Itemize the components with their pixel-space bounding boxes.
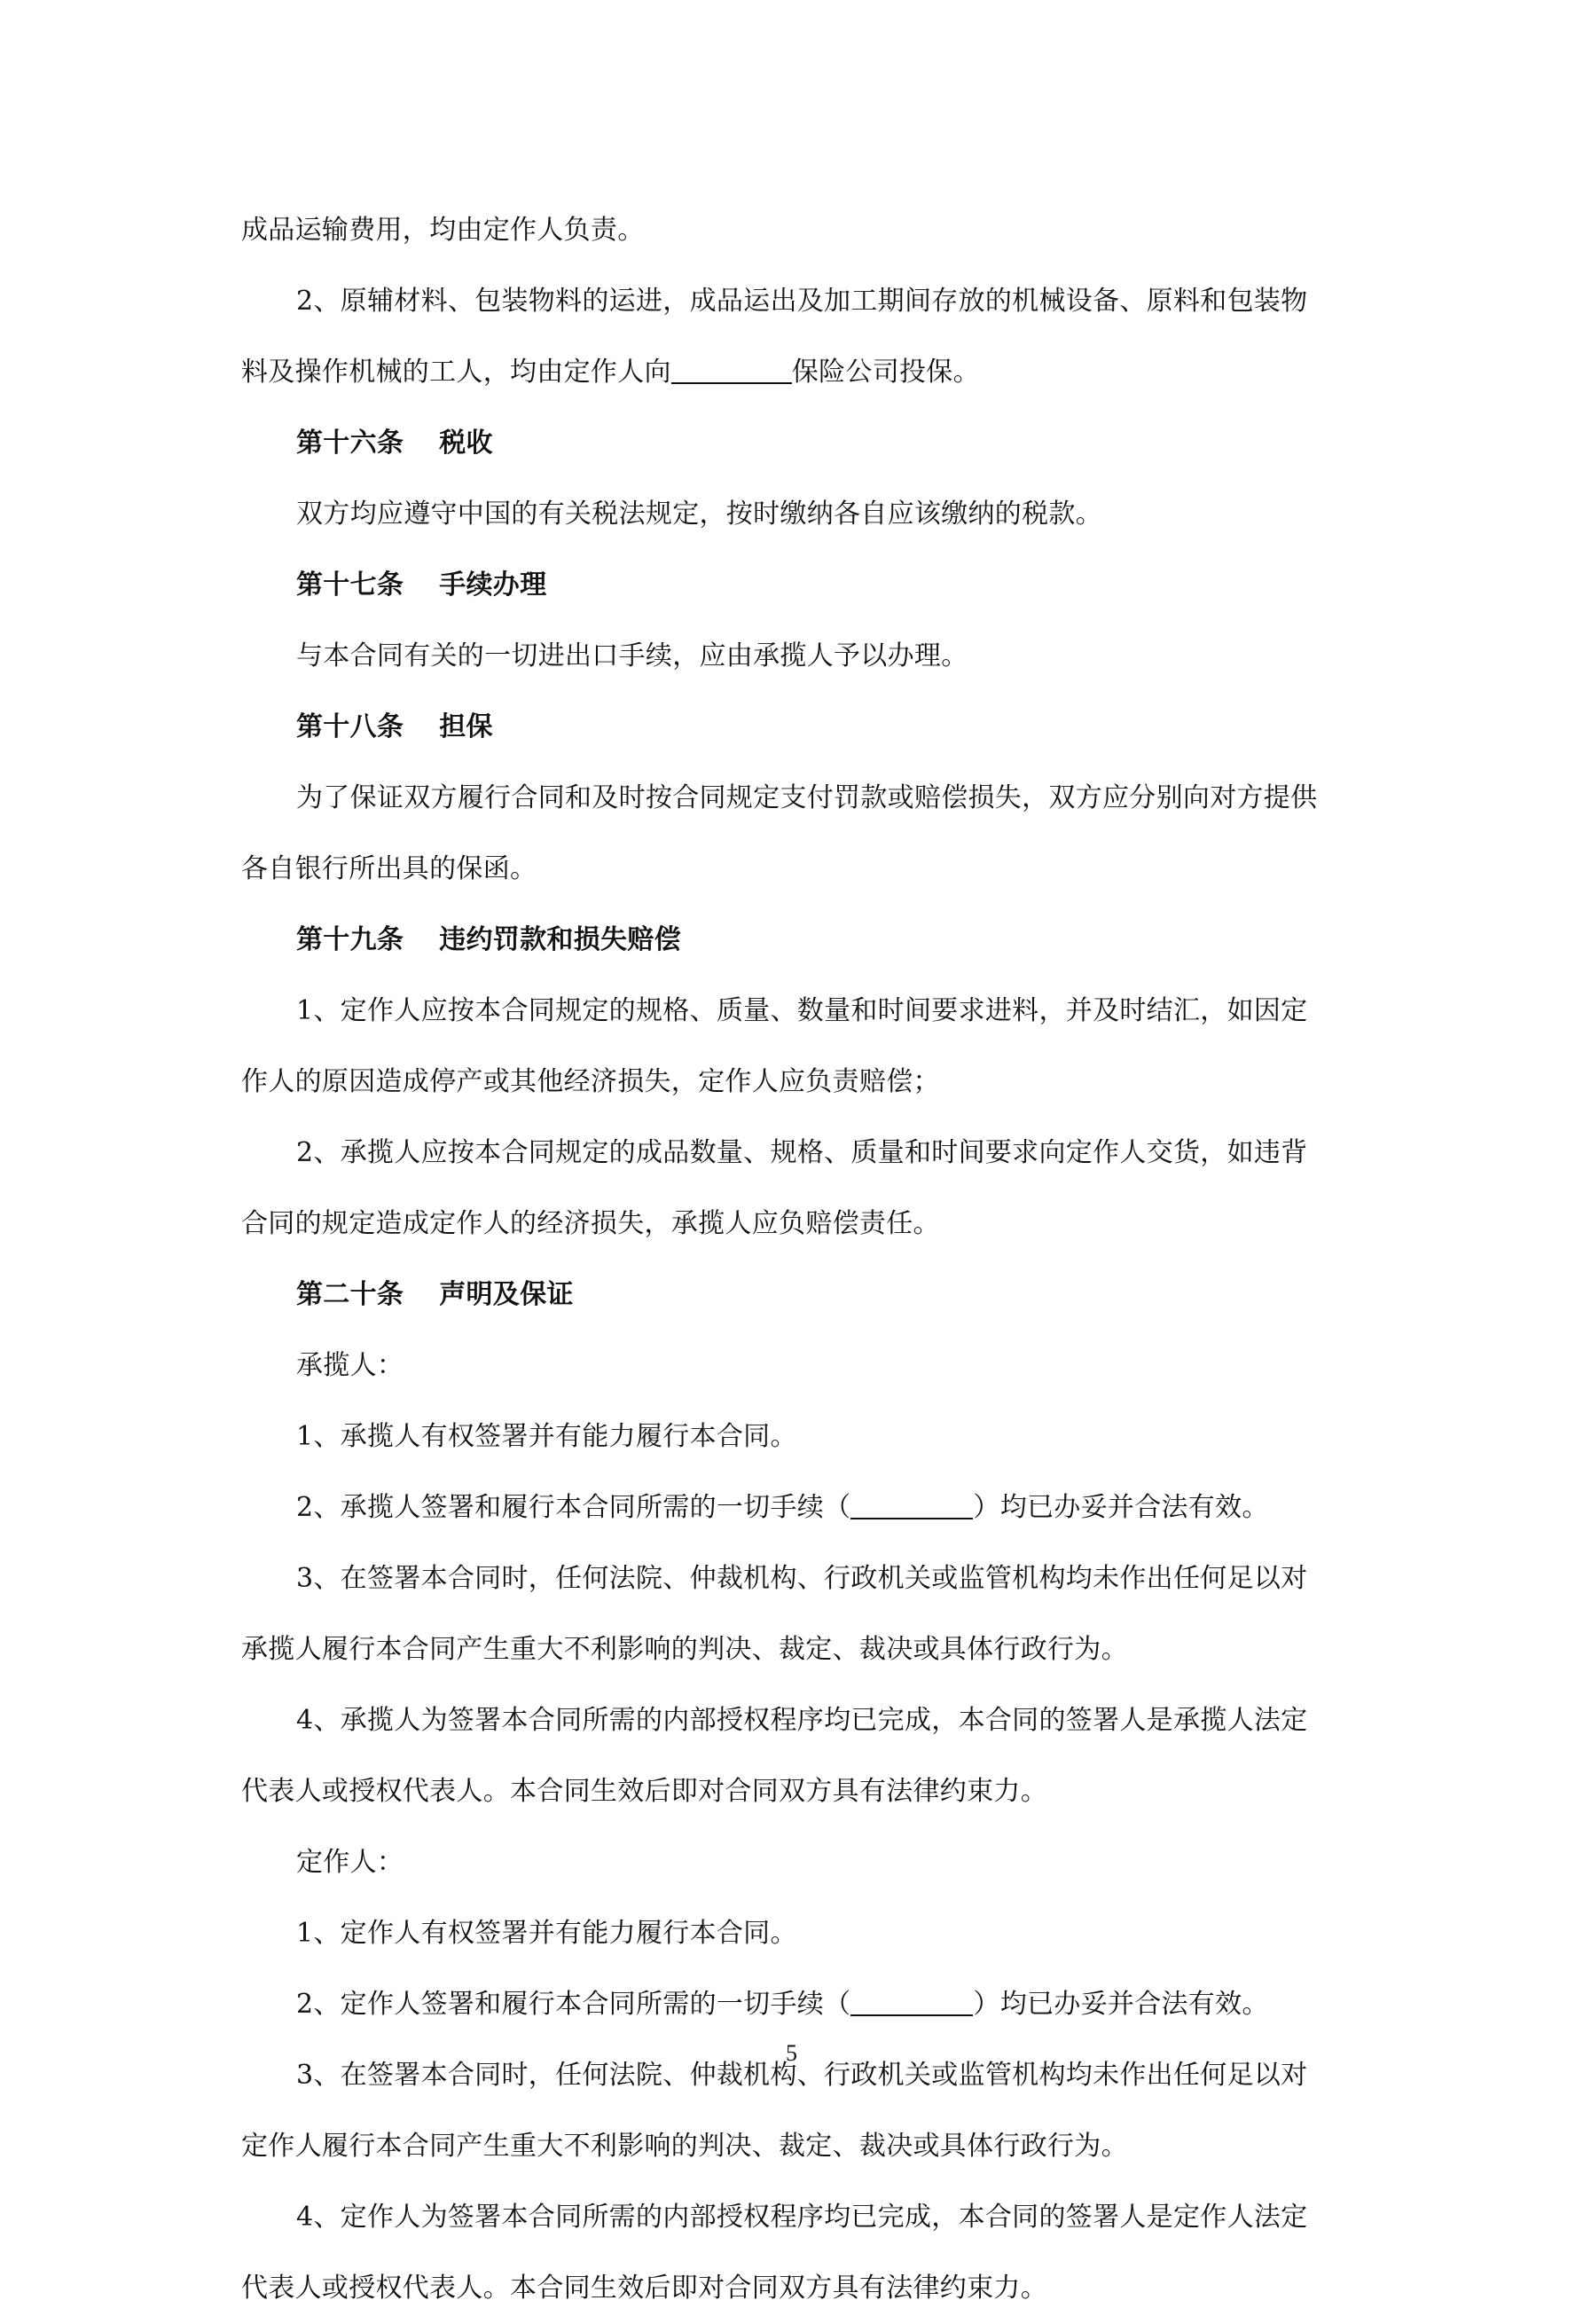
party-label: 承揽人：: [296, 1350, 404, 1381]
paragraph-line: 3、在签署本合同时，任何法院、仲裁机构、行政机关或监管机构均未作出任何足以对: [296, 1563, 1308, 1594]
paragraph-line: 合同的规定造成定作人的经济损失，承揽人应负赔偿责任。: [241, 1208, 940, 1239]
paragraph-line: 为了保证双方履行合同和及时按合同规定支付罚款或赔偿损失，双方应分别向对方提供: [296, 782, 1318, 813]
text-segment: 2、定作人签署和履行本合同所需的一切手续（: [296, 1989, 851, 2020]
article-17-heading: [241, 550, 1359, 621]
article-number: 第十七条: [296, 569, 404, 601]
text-segment: 料及操作机械的工人，均由定作人向: [241, 357, 671, 388]
paragraph-line: 作人的原因造成停产或其他经济损失，定作人应负责赔偿；: [241, 1066, 940, 1097]
paragraph-line: 代表人或授权代表人。本合同生效后即对合同双方具有法律约束力。: [241, 1776, 1047, 1807]
document-body: [241, 195, 1359, 2324]
paragraph-line: 4、承揽人为签署本合同所需的内部授权程序均已完成，本合同的签署人是承揽人法定: [296, 1705, 1308, 1736]
article-19-heading: [241, 905, 1359, 976]
paragraph-line: [241, 1472, 1359, 1543]
article-number: 第十九条: [296, 924, 404, 955]
article-18-heading: [241, 692, 1359, 763]
article-title: 手续办理: [439, 569, 547, 601]
text-segment: ）均已办妥并合法有效。: [973, 1492, 1269, 1523]
paragraph-line: 双方均应遵守中国的有关税法规定，按时缴纳各自应该缴纳的税款。: [296, 499, 1102, 530]
paragraph-line: [241, 1969, 1359, 2040]
fill-in-blank: [671, 356, 792, 384]
article-title: 违约罚款和损失赔偿: [439, 924, 681, 955]
article-20-heading: [241, 1260, 1359, 1331]
article-16-heading: [241, 408, 1359, 479]
paragraph-line: [241, 337, 1359, 408]
paragraph-line: 各自银行所出具的保函。: [241, 853, 537, 884]
paragraph-line: 与本合同有关的一切进出口手续，应由承揽人予以办理。: [296, 640, 968, 671]
paragraph-line: 1、定作人应按本合同规定的规格、质量、数量和时间要求进料，并及时结汇，如因定: [296, 995, 1308, 1026]
article-number: 第二十条: [296, 1279, 404, 1310]
party-label: 定作人：: [296, 1847, 404, 1878]
paragraph-line: 1、承揽人有权签署并有能力履行本合同。: [296, 1421, 797, 1452]
fill-in-blank: [850, 1491, 973, 1519]
paragraph-line: 2、原辅材料、包装物料的运进，成品运出及加工期间存放的机械设备、原料和包装物: [296, 286, 1308, 317]
paragraph-line: 3、在签署本合同时，任何法院、仲裁机构、行政机关或监管机构均未作出任何足以对: [296, 2060, 1308, 2091]
article-number: 第十八条: [296, 711, 404, 742]
article-number: 第十六条: [296, 428, 404, 459]
article-title: 声明及保证: [439, 1279, 574, 1310]
fill-in-blank: [850, 1988, 973, 2016]
paragraph-line: 承揽人履行本合同产生重大不利影响的判决、裁定、裁决或具体行政行为。: [241, 1634, 1128, 1665]
paragraph-line: 1、定作人有权签署并有能力履行本合同。: [296, 1918, 797, 1949]
article-title: 税收: [439, 428, 493, 459]
paragraph-line: 代表人或授权代表人。本合同生效后即对合同双方具有法律约束力。: [241, 2273, 1047, 2304]
paragraph-line: 2、承揽人应按本合同规定的成品数量、规格、质量和时间要求向定作人交货，如违背: [296, 1137, 1308, 1168]
text-segment: 保险公司投保。: [791, 357, 980, 388]
paragraph-line: 定作人履行本合同产生重大不利影响的判决、裁定、裁决或具体行政行为。: [241, 2131, 1128, 2162]
article-title: 担保: [439, 711, 493, 742]
page-number: 5: [786, 2040, 797, 2066]
text-segment: 2、承揽人签署和履行本合同所需的一切手续（: [296, 1492, 851, 1523]
paragraph-line: 4、定作人为签署本合同所需的内部授权程序均已完成，本合同的签署人是定作人法定: [296, 2202, 1308, 2233]
paragraph-line: 成品运输费用，均由定作人负责。: [241, 215, 645, 246]
text-segment: ）均已办妥并合法有效。: [973, 1989, 1269, 2020]
